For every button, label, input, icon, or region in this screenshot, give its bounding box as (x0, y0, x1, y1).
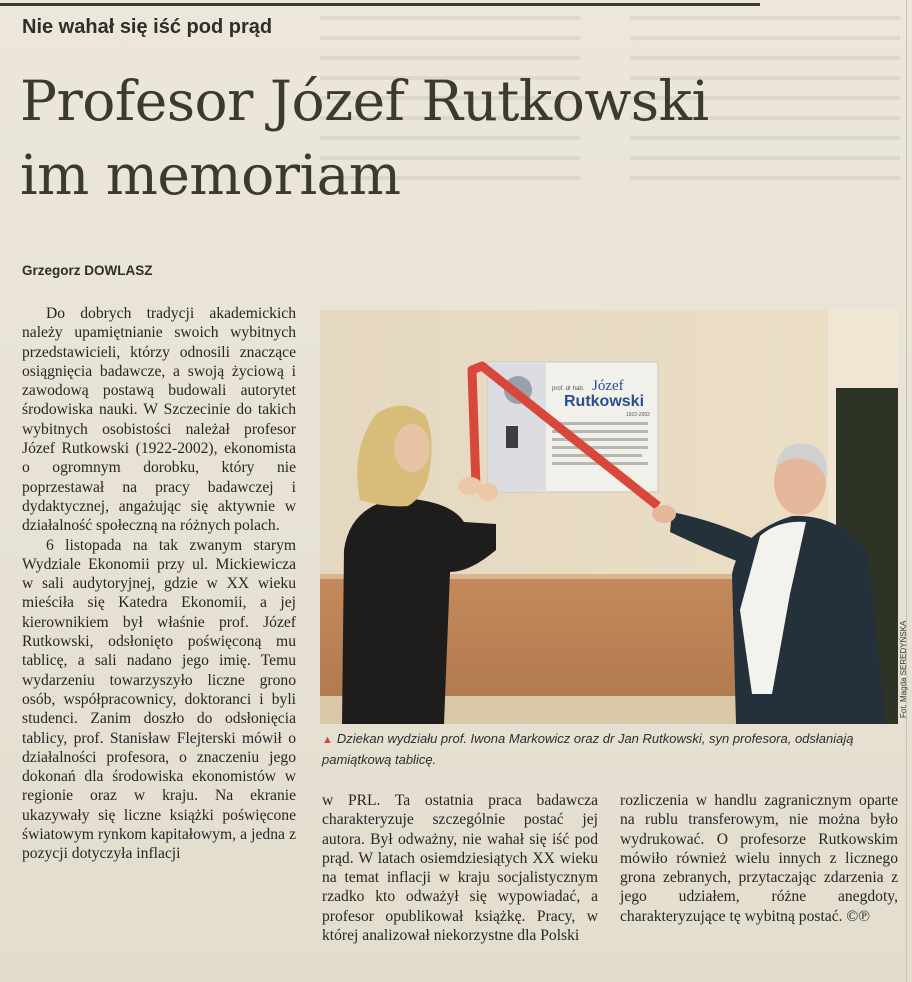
headline-line-2: im memoriam (20, 143, 401, 207)
caption-triangle-icon: ▲ (322, 734, 333, 746)
article-kicker: Nie wahał się iść pod prąd (22, 16, 273, 38)
headline-line-1: Profesor Józef Rutkowski (20, 69, 709, 133)
caption-text: Dziekan wydziału prof. Iwona Markowicz oraz dr Jan Rutkowski, syn profesora, odsłaniają pamiątkową tablicę. (322, 731, 854, 767)
plaque-years: 1922-2002 (626, 412, 650, 418)
photo-illustration (320, 310, 898, 724)
column-1 (22, 304, 296, 864)
plaque-last-name: Rutkowski (564, 393, 645, 410)
photo-caption (322, 729, 902, 769)
plaque-first-name: Józef (592, 378, 624, 394)
paragraph-intro: Do dobrych tradycji akademickich należy upamiętnianie swoich wybitnych przedstawicieli, którzy odnosili znaczące osiągnięcia badawcze, a swoją życiową i zawodową postawą budowali autorytet środowiska nauki. W Szczecinie do takich wybitnych osobistości należał profesor Józef Rutkowski (1922-2002), ekonomista o ogromnym dorobku, który nie poprzestawał na pracy badawczej i dydaktycznej, angażując się aktywnie w działalność społeczną na różnych polach. (22, 305, 296, 535)
column-3 (620, 791, 898, 926)
article-headline (20, 64, 900, 212)
paragraph-continuation-1: w PRL. Ta ostatnia praca badawcza charakteryzuje szczególnie postać jej autora. Był odważny, nie wahał się iść pod prąd. W latach osiemdziesiątych XX wieku na temat inflacji w kraju socjalistycznym rzadko kto odważył się wypowiadać, a profesor opublikował książkę. Pracy, w której analizował niekorzystne dla Polski (322, 792, 598, 945)
paragraph-event: 6 listopada na tak zwanym starym Wydziale Ekonomii przy ul. Mickiewicza w sali audytoryjnej, gdzie w XX wieku mieściła się Katedra Ekonomii, a jej kierownikiem był właśnie prof. Józef Rutkowski, odsłonięto poświęconą mu tablicę, a sali nadano jego imię. Temu wydarzeniu towarzyszyło liczne grono osób, współpracownicy, doktoranci i byli studenci. Zanim doszło do odsłonięcia tablicy, prof. Stanisław Flejterski mówił o działalności profesora, o znaczeniu jego dokonań dla środowiska ekonomistów w regionie oraz w kraju. Na ekranie ukazywały się liczne książki poświęcone światowym rynkom kapitałowym, a jedna z pozycji dotyczyła inflacji (22, 536, 296, 863)
column-2 (322, 791, 598, 945)
plaque-title-prefix: prof. dr hab. (552, 386, 585, 392)
article-byline: Grzegorz DOWLASZ (22, 263, 153, 278)
unveiling-photo (320, 310, 898, 724)
photo-credit: Fot. Magda SEREDYŃSKA (899, 620, 908, 718)
paragraph-continuation-2: rozliczenia w handlu zagranicznym oparte na rublu transferowym, nie można było wydrukować. O profesorze Rutkowskim mówiło również wielu innych z licznego grona zebranych, przytaczając zdarzenia z jego udziałem, różne anegdoty, charakteryzujące tę wybitną postać. ©℗ (620, 792, 898, 925)
